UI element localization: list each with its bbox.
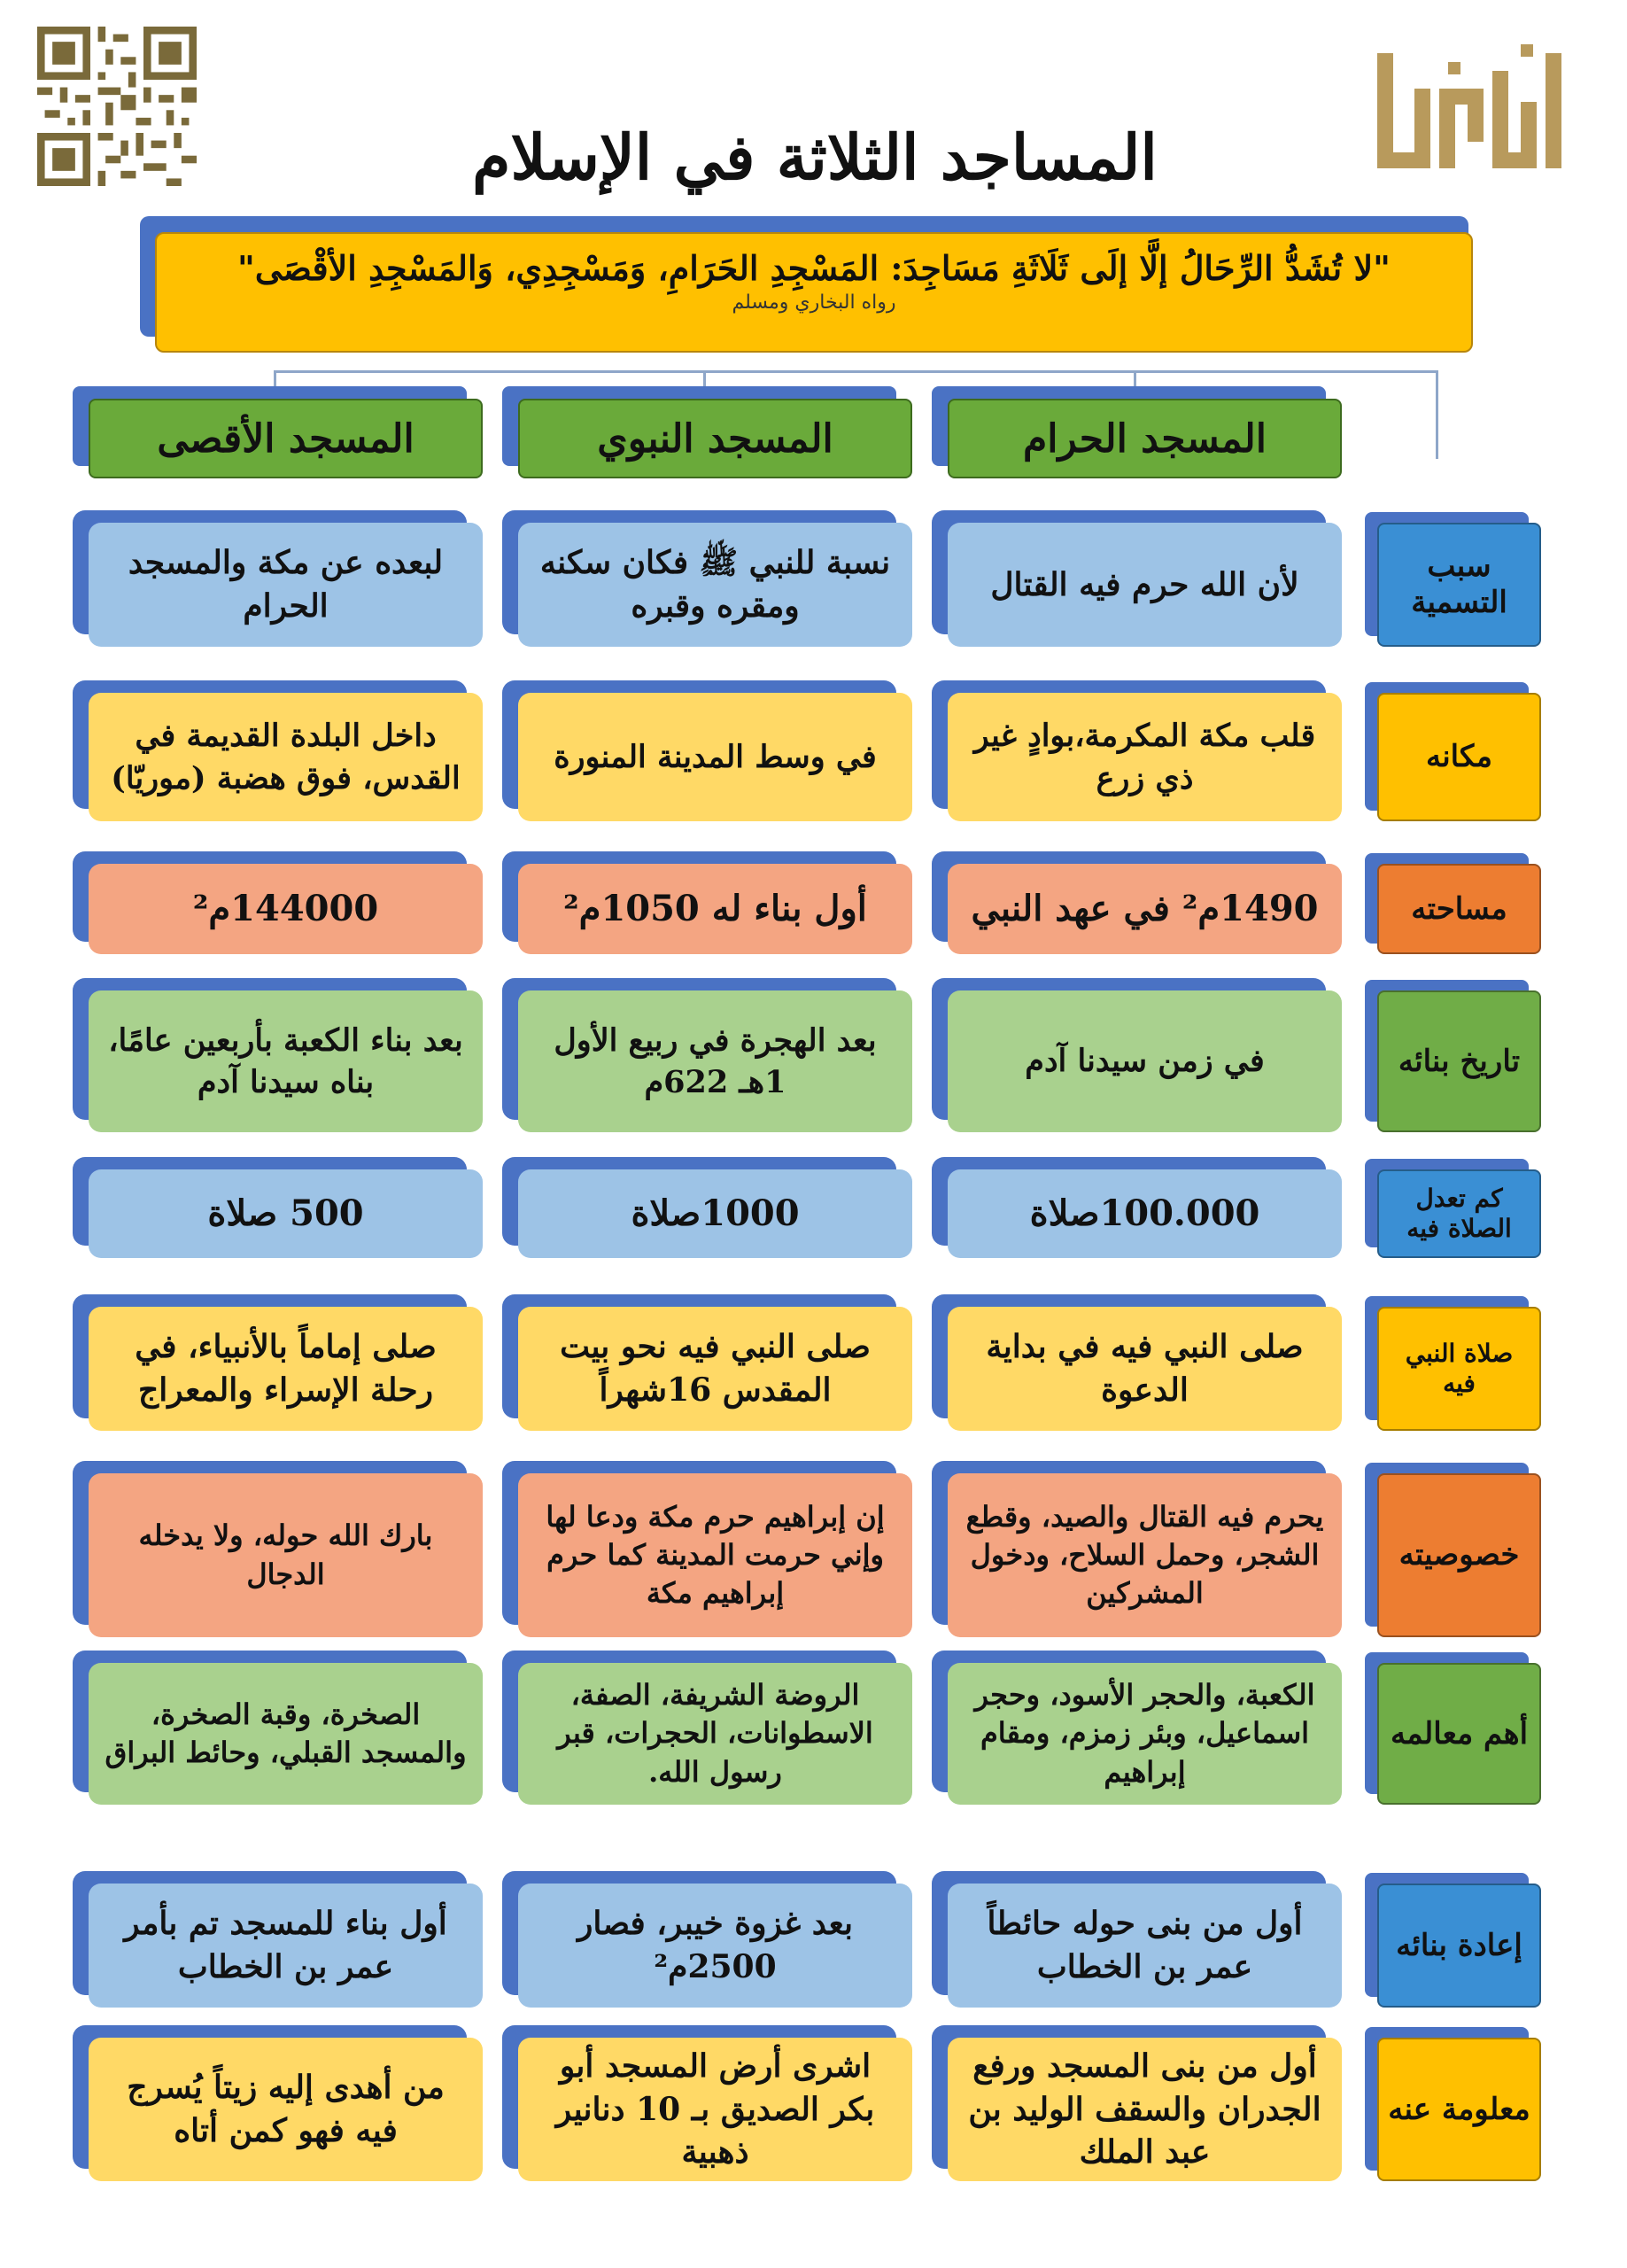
hadith-source: رواه البخاري ومسلم	[732, 291, 896, 314]
row-label: مساحته	[1377, 864, 1541, 954]
row-label: تاريخ بنائه	[1377, 990, 1541, 1132]
table-cell: الروضة الشريفة، الصفة، الاسطوانات، الحجرات، قبر رسول الله.	[518, 1663, 912, 1805]
table-cell: يحرم فيه القتال والصيد، وقطع الشجر، وحمل السلاح، ودخول المشركين	[948, 1473, 1342, 1637]
row-label: كم تعدل الصلاة فيه	[1377, 1169, 1541, 1258]
column-header: المسجد النبوي	[518, 399, 912, 478]
table-cell: قلب مكة المكرمة،بوادٍ غير ذي زرع	[948, 693, 1342, 821]
row-label: مكانه	[1377, 693, 1541, 821]
row-label: سبب التسمية	[1377, 523, 1541, 647]
hadith-text: "لا تُشَدُّ الرِّحَالُ إلَّا إلَى ثَلَاثَةِ مَسَاجِدَ: المَسْجِدِ الحَرَامِ، وَمَسْجِدِي، وَالمَسْجِدِ الأقْصَى"	[237, 248, 1391, 288]
row-label: خصوصيته	[1377, 1473, 1541, 1637]
row-label: إعادة بنائه	[1377, 1884, 1541, 2008]
table-cell: بعد الهجرة في ربيع الأول 1هـ 622م	[518, 990, 912, 1132]
table-cell: بعد غزوة خيبر، فصار 2500م²	[518, 1884, 912, 2008]
table-cell: 500 صلاة	[89, 1169, 483, 1258]
column-header: المسجد الحرام	[948, 399, 1342, 478]
row-label: أهم معالمه	[1377, 1663, 1541, 1805]
table-cell: نسبة للنبي ﷺ فكان سكنه ومقره وقبره	[518, 523, 912, 647]
table-cell: إن إبراهيم حرم مكة ودعا لها وإني حرمت المدينة كما حرم إبراهيم مكة	[518, 1473, 912, 1637]
hadith-box	[155, 232, 1473, 353]
table-cell: 1000صلاة	[518, 1169, 912, 1258]
table-cell: الكعبة، والحجر الأسود، وحجر اسماعيل، وبئر زمزم، ومقام إبراهيم	[948, 1663, 1342, 1805]
table-cell: صلى إماماً بالأنبياء، في رحلة الإسراء والمعراج	[89, 1307, 483, 1431]
table-cell: أول من بنى حوله حائطاً عمر بن الخطاب	[948, 1884, 1342, 2008]
row-label: صلاة النبي فيه	[1377, 1307, 1541, 1431]
table-cell: 144000م²	[89, 864, 483, 954]
table-cell: داخل البلدة القديمة في القدس، فوق هضبة (موريّا)	[89, 693, 483, 821]
brand-logo	[1368, 35, 1577, 177]
table-cell: صلى النبي فيه في بداية الدعوة	[948, 1307, 1342, 1431]
connector-line	[1436, 370, 1438, 459]
row-label: معلومة عنه	[1377, 2038, 1541, 2181]
table-cell: في وسط المدينة المنورة	[518, 693, 912, 821]
table-cell: بارك الله حوله، ولا يدخله الدجال	[89, 1473, 483, 1637]
table-cell: الصخرة، وقبة الصخرة، والمسجد القبلي، وحائط البراق	[89, 1663, 483, 1805]
table-cell: لبعده عن مكة والمسجد الحرام	[89, 523, 483, 647]
qr-code	[37, 27, 197, 186]
table-cell: صلى النبي فيه نحو بيت المقدس 16شهراً	[518, 1307, 912, 1431]
table-cell: أول من بنى المسجد ورفع الجدران والسقف الوليد بن عبد الملك	[948, 2038, 1342, 2181]
connector-line	[275, 370, 1437, 373]
table-cell: لأن الله حرم فيه القتال	[948, 523, 1342, 647]
table-cell: أول بناء له 1050م²	[518, 864, 912, 954]
table-cell: 100.000صلاة	[948, 1169, 1342, 1258]
table-cell: 1490م² في عهد النبي	[948, 864, 1342, 954]
table-cell: اشرى أرض المسجد أبو بكر الصديق بـ 10 دنانير ذهبية	[518, 2038, 912, 2181]
page-title: المساجد الثلاثة في الإسلام	[472, 120, 1158, 194]
table-cell: من أهدى إليه زيتاً يُسرج فيه فهو كمن أتاه	[89, 2038, 483, 2181]
table-cell: بعد بناء الكعبة بأربعين عامًا، بناه سيدنا آدم	[89, 990, 483, 1132]
table-cell: في زمن سيدنا آدم	[948, 990, 1342, 1132]
table-cell: أول بناء للمسجد تم بأمر عمر بن الخطاب	[89, 1884, 483, 2008]
column-header: المسجد الأقصى	[89, 399, 483, 478]
